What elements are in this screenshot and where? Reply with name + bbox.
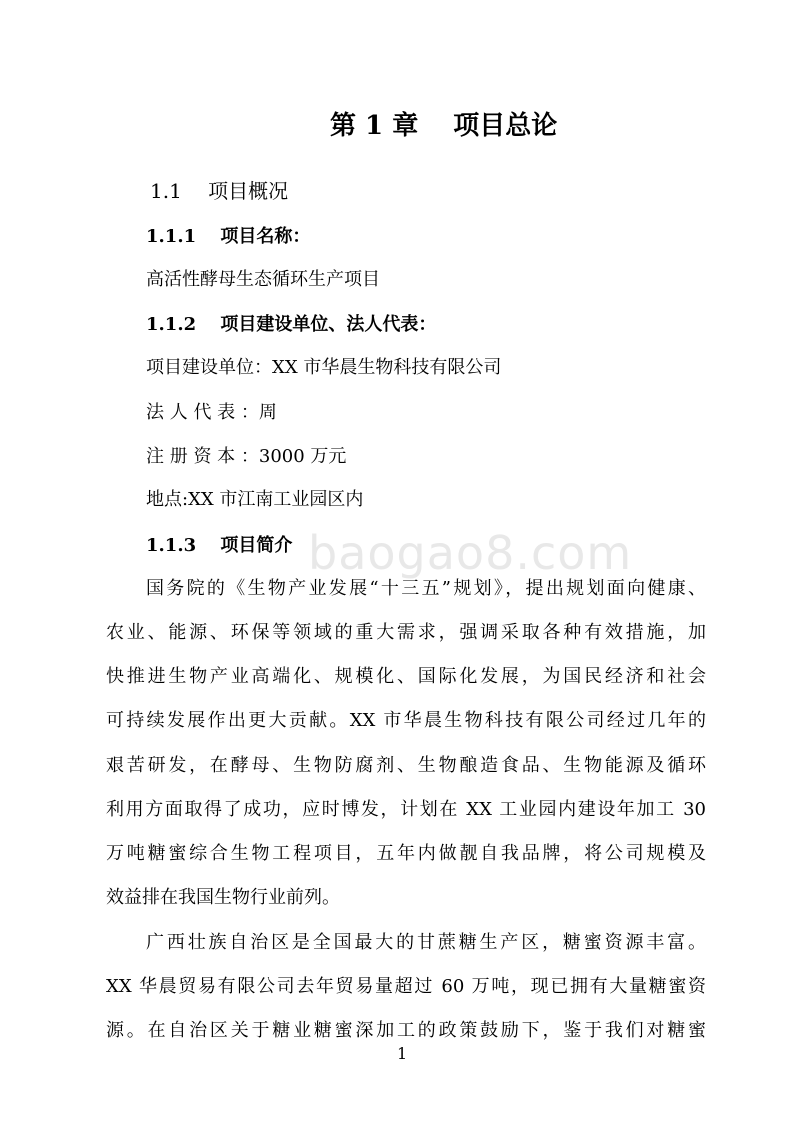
paragraph-1-line: 效益排在我国生物行业前列。 — [106, 887, 340, 908]
paragraph-1-line: 万吨糖蜜综合生物工程项目，五年内做靓自我品牌，将公司规模及 — [106, 843, 706, 864]
paragraph-2-line: 广西壮族自治区是全国最大的甘蔗糖生产区，糖蜜资源丰富。 — [146, 932, 706, 953]
subsection-heading-1-1-3: 1.1.3 项目简介 — [146, 535, 293, 556]
paragraph-1-line: 快推进生物产业高端化、规模化、国际化发展，为国民经济和社会 — [106, 666, 706, 687]
registered-capital-text: 注 册 资 本 ：3000 万元 — [146, 446, 347, 467]
legal-representative-text: 法 人 代 表 ：周 — [146, 402, 277, 423]
paragraph-1-line: 国务院的《生物产业发展“十三五”规划》，提出规划面向健康、 — [146, 578, 706, 599]
builder-text: 项目建设单位：XX 市华晨生物科技有限公司 — [146, 357, 502, 378]
page-number: 1 — [397, 1044, 408, 1063]
project-name-text: 高活性酵母生态循环生产项目 — [146, 269, 380, 290]
paragraph-1-line: 利用方面取得了成功，应时博发，计划在 XX 工业园内建设年加工 30 — [106, 799, 706, 820]
location-text: 地点:XX 市江南工业园区内 — [146, 489, 364, 510]
paragraph-1-line: 艰苦研发，在酵母、生物防腐剂、生物酿造食品、生物能源及循环 — [106, 755, 706, 776]
watermark: baogao8.com — [308, 526, 633, 580]
paragraph-1-line: 农业、能源、环保等领域的重大需求，强调采取各种有效措施，加 — [106, 622, 706, 643]
paragraph-2-line: XX 华晨贸易有限公司去年贸易量超过 60 万吨，现已拥有大量糖蜜资 — [106, 976, 706, 997]
chapter-title: 第 1 章 项目总论 — [330, 111, 558, 141]
subsection-heading-1-1-1: 1.1.1 项目名称： — [146, 226, 311, 247]
paragraph-1-line: 可持续发展作出更大贡献。XX 市华晨生物科技有限公司经过几年的 — [106, 710, 706, 731]
paragraph-2-line: 源。在自治区关于糖业糖蜜深加工的政策鼓励下，鉴于我们对糖蜜 — [106, 1020, 706, 1041]
subsection-heading-1-1-2: 1.1.2 项目建设单位、法人代表： — [146, 314, 437, 335]
section-heading-1-1: 1.1 项目概况 — [150, 179, 289, 203]
